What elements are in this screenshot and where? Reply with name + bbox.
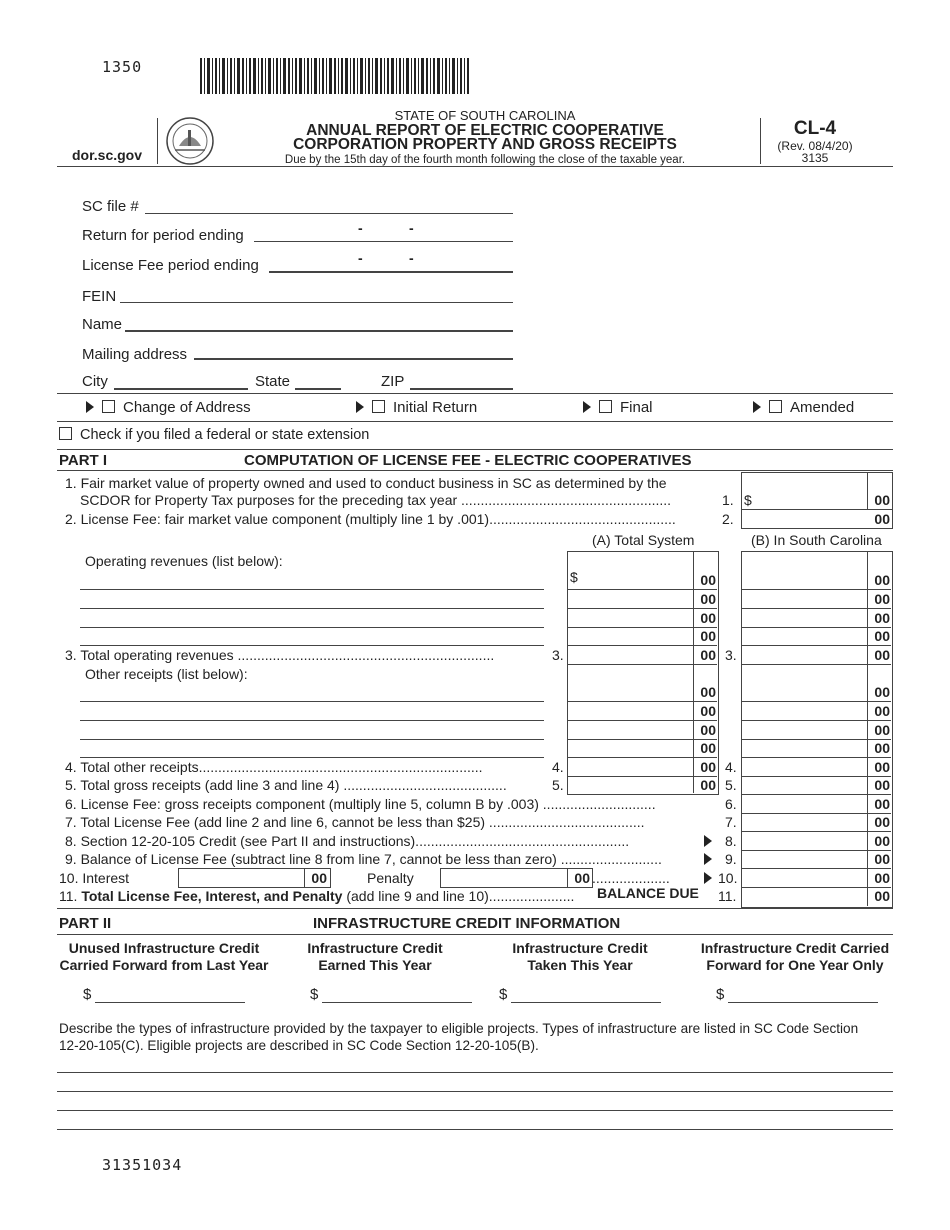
line11-bold: Total License Fee, Interest, and Penalty: [81, 888, 343, 904]
line5-number-a: 5.: [552, 777, 564, 793]
describe-line[interactable]: [57, 1091, 893, 1092]
line4-text: 4. Total other receipts.........................................................................: [65, 759, 483, 775]
sc-file-input[interactable]: [145, 213, 513, 214]
date-separator: -: [358, 250, 363, 266]
col-b-header: (B) In South Carolina: [751, 532, 882, 548]
cents-00: 00: [874, 759, 890, 775]
arrow-icon: [356, 401, 364, 413]
line1-text-b: SCDOR for Property Tax purposes for the preceding tax year ......................................................: [80, 492, 672, 508]
initial-return-checkbox[interactable]: [356, 399, 477, 416]
dollar-sign: $: [716, 986, 725, 1003]
city-input[interactable]: [114, 388, 248, 390]
part1-title: COMPUTATION OF LICENSE FEE - ELECTRIC COOPERATIVES: [244, 452, 692, 469]
part1-label: PART I: [59, 452, 108, 469]
taken-credit-input[interactable]: [511, 1002, 661, 1003]
cents-00: 00: [874, 610, 890, 626]
line9-text: 9. Balance of License Fee (subtract line 8 from line 7, cannot be less than zero) ..........................: [65, 851, 662, 867]
cents-00: 00: [700, 777, 716, 793]
cents-00: 00: [874, 870, 890, 886]
dollar-sign: $: [83, 986, 92, 1003]
line11-suffix: (add line 9 and line 10)......................: [342, 888, 575, 904]
describe-line[interactable]: [57, 1110, 893, 1111]
extension-checkbox[interactable]: [59, 427, 369, 443]
cents-00: 00: [874, 703, 890, 719]
carried-credit-header-a: Infrastructure Credit Carried: [700, 940, 890, 956]
cents-00: 00: [874, 628, 890, 644]
final-checkbox[interactable]: [583, 399, 653, 416]
line3-number-b: 3.: [725, 647, 737, 663]
line3-number-a: 3.: [552, 647, 564, 663]
cents-00: 00: [700, 759, 716, 775]
cents-00: 00: [874, 511, 890, 527]
return-period-label: Return for period ending: [82, 227, 244, 244]
license-period-label: License Fee period ending: [82, 257, 259, 274]
unused-credit-header-a: Unused Infrastructure Credit: [68, 940, 260, 956]
checkbox-icon: [59, 427, 72, 440]
line4-number-a: 4.: [552, 759, 564, 775]
cents-00: 00: [574, 870, 590, 886]
unused-credit-input[interactable]: [95, 1002, 245, 1003]
operating-revenues-label: Operating revenues (list below):: [85, 553, 283, 569]
revision-date: (Rev. 08/4/20): [777, 139, 853, 153]
form-title-line2: CORPORATION PROPERTY AND GROSS RECEIPTS: [293, 136, 677, 153]
cents-00: 00: [874, 492, 890, 508]
dollar-sign: $: [570, 569, 578, 585]
line11-text: [59, 888, 574, 904]
taken-credit-header-b: Taken This Year: [527, 957, 633, 973]
line11-number: 11.: [718, 888, 737, 904]
cents-00: 00: [874, 722, 890, 738]
initial-return-label: Initial Return: [393, 399, 478, 416]
cents-00: 00: [874, 796, 890, 812]
other-receipt-line[interactable]: [80, 701, 544, 702]
taken-credit-header-a: Infrastructure Credit: [512, 940, 648, 956]
line9-number: 9.: [725, 851, 737, 867]
line3-text: 3. Total operating revenues ..................................................................: [65, 647, 495, 663]
cents-00: 00: [700, 610, 716, 626]
cents-00: 00: [874, 572, 890, 588]
state-seal-icon: [165, 116, 215, 166]
cents-00: 00: [874, 814, 890, 830]
line8-number: 8.: [725, 833, 737, 849]
line6-number: 6.: [725, 796, 737, 812]
line6-text: 6. License Fee: gross receipts component (multiply line 5, column B by .003) .............................: [65, 796, 656, 812]
col-a-header: (A) Total System: [592, 532, 695, 548]
operating-revenue-line[interactable]: [80, 608, 544, 609]
line8-text: 8. Section 12-20-105 Credit (see Part II and instructions).......................................................: [65, 833, 630, 849]
date-separator: -: [409, 250, 414, 266]
cents-00: 00: [700, 647, 716, 663]
balance-due-label: BALANCE DUE: [597, 885, 699, 901]
fein-input[interactable]: [120, 302, 513, 303]
cents-00: 00: [311, 870, 327, 886]
line4-number-b: 4.: [725, 759, 737, 775]
cents-00: 00: [874, 740, 890, 756]
due-date-note: Due by the 15th day of the fourth month following the close of the taxable year.: [284, 154, 686, 166]
form-number: 3135: [801, 151, 829, 165]
cents-00: 00: [874, 684, 890, 700]
other-receipt-line[interactable]: [80, 757, 544, 758]
name-input[interactable]: [125, 330, 513, 332]
arrow-icon: [86, 401, 94, 413]
line7-text: 7. Total License Fee (add line 2 and line 6, cannot be less than $25) ........................................: [65, 814, 645, 830]
checkbox-icon: [769, 400, 782, 413]
city-label: City: [82, 373, 108, 390]
cents-00: 00: [874, 591, 890, 607]
return-period-input[interactable]: [254, 241, 513, 242]
operating-revenue-line[interactable]: [80, 645, 544, 646]
line10-text: 10. Interest: [59, 870, 130, 886]
cents-00: 00: [874, 851, 890, 867]
unused-credit-header-b: Carried Forward from Last Year: [59, 957, 269, 973]
mailing-input[interactable]: [194, 358, 513, 360]
describe-line[interactable]: [57, 1129, 893, 1130]
change-of-address-label: Change of Address: [123, 399, 251, 416]
line5-text: 5. Total gross receipts (add line 3 and line 4) ..........................................: [65, 777, 507, 793]
form-id: CL-4: [793, 118, 837, 139]
mailing-label: Mailing address: [82, 346, 188, 363]
operating-revenue-line[interactable]: [80, 589, 544, 590]
earned-credit-input[interactable]: [322, 1002, 472, 1003]
part2-title: INFRASTRUCTURE CREDIT INFORMATION: [313, 915, 621, 932]
cents-00: 00: [700, 740, 716, 756]
zip-label: ZIP: [381, 373, 405, 390]
line1-number: 1.: [722, 492, 734, 508]
name-label: Name: [82, 316, 123, 333]
carried-credit-header-b: Forward for One Year Only: [706, 957, 884, 973]
cents-00: 00: [874, 833, 890, 849]
sc-file-label: SC file #: [82, 198, 139, 215]
dollar-sign: $: [499, 986, 508, 1003]
form-title-line1: ANNUAL REPORT OF ELECTRIC COOPERATIVE: [306, 122, 664, 139]
barcode: [200, 58, 470, 94]
cents-00: 00: [700, 684, 716, 700]
zip-input[interactable]: [410, 388, 513, 390]
arrow-icon: [704, 853, 712, 865]
earned-credit-header-b: Earned This Year: [318, 957, 432, 973]
cents-00: 00: [700, 572, 716, 588]
line7-number: 7.: [725, 814, 737, 830]
cents-00: 00: [700, 703, 716, 719]
other-receipts-label: Other receipts (list below):: [85, 666, 248, 682]
checkbox-icon: [599, 400, 612, 413]
arrow-icon: [704, 835, 712, 847]
arrow-icon: [583, 401, 591, 413]
carried-credit-input[interactable]: [728, 1002, 878, 1003]
other-receipt-line[interactable]: [80, 720, 544, 721]
license-period-input[interactable]: [269, 271, 513, 273]
describe-line[interactable]: [57, 1072, 893, 1073]
dollar-sign: $: [310, 986, 319, 1003]
line1-text-a: 1. Fair market value of property owned and used to conduct business in SC as determined by the: [65, 475, 667, 491]
state-label: State: [255, 373, 291, 390]
arrow-icon: [753, 401, 761, 413]
cents-00: 00: [874, 777, 890, 793]
line10-dots: ....................: [592, 870, 670, 886]
other-receipt-line[interactable]: [80, 739, 544, 740]
cents-00: 00: [700, 628, 716, 644]
earned-credit-header-a: Infrastructure Credit: [307, 940, 443, 956]
line2-number: 2.: [722, 511, 734, 527]
fein-label: FEIN: [82, 288, 117, 305]
line5-number-b: 5.: [725, 777, 737, 793]
line2-text: 2. License Fee: fair market value component (multiply line 1 by .001)................................................: [65, 511, 676, 527]
amended-checkbox[interactable]: [753, 399, 854, 416]
change-of-address-checkbox[interactable]: [86, 399, 251, 416]
describe-text-2: 12-20-105(C). Eligible projects are described in SC Code Section 12-20-105(B).: [59, 1038, 539, 1053]
form-code: 1350: [102, 58, 143, 76]
checkbox-icon: [372, 400, 385, 413]
cents-00: 00: [874, 647, 890, 663]
line11-prefix: 11.: [59, 888, 82, 904]
cents-00: 00: [874, 888, 890, 904]
part2-label: PART II: [59, 915, 112, 932]
final-label: Final: [620, 399, 653, 416]
state-input[interactable]: [295, 388, 341, 390]
site-url: dor.sc.gov: [72, 147, 143, 163]
cents-00: 00: [700, 722, 716, 738]
describe-text-1: Describe the types of infrastructure provided by the taxpayer to eligible projects. Types of infrastructure are listed in SC Code Section: [59, 1021, 859, 1036]
line10-number: 10.: [718, 870, 738, 886]
cents-00: 00: [700, 591, 716, 607]
operating-revenue-line[interactable]: [80, 627, 544, 628]
date-separator: -: [358, 220, 363, 236]
bottom-form-code: 31351034: [102, 1156, 183, 1174]
state-name: STATE OF SOUTH CAROLINA: [394, 108, 576, 123]
dollar-sign: $: [744, 492, 752, 508]
checkbox-icon: [102, 400, 115, 413]
extension-label: Check if you filed a federal or state extension: [80, 427, 370, 443]
date-separator: -: [409, 220, 414, 236]
penalty-label: Penalty: [367, 870, 414, 886]
arrow-icon: [704, 872, 712, 884]
amended-label: Amended: [790, 399, 855, 416]
